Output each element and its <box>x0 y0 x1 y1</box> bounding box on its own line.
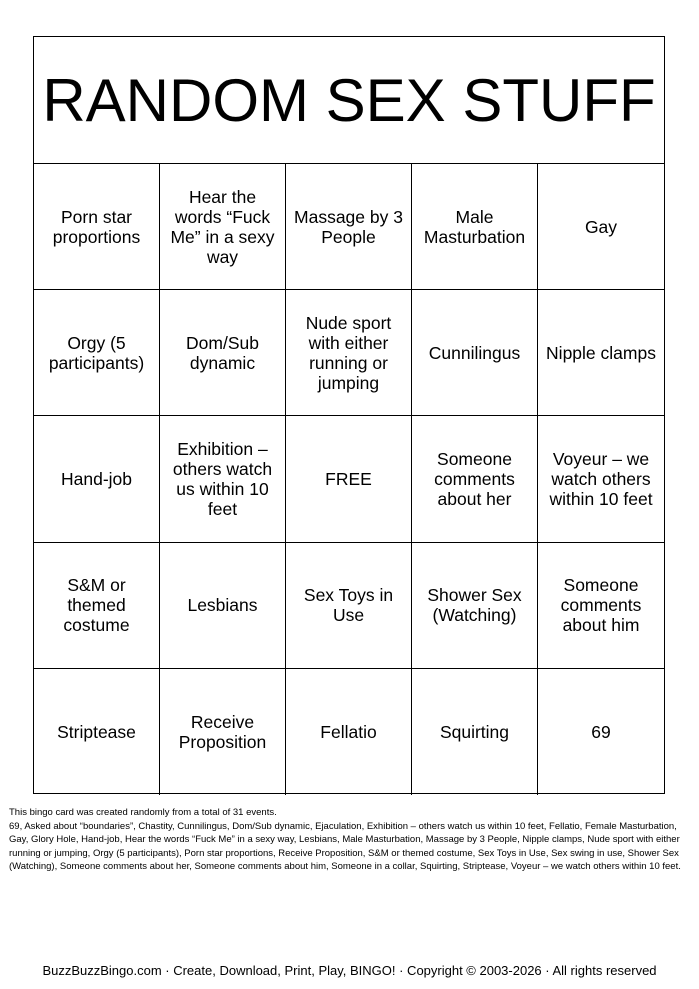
bingo-cell: Exhibition – others watch us within 10 feet <box>160 416 286 542</box>
bingo-cell: Sex Toys in Use <box>286 543 412 669</box>
bingo-cell: Male Masturbation <box>412 164 538 290</box>
bingo-cell: Receive Proposition <box>160 669 286 795</box>
bingo-cell: 69 <box>591 721 611 742</box>
bingo-cell: Hand-job <box>34 416 160 542</box>
bingo-cell-free: FREE <box>286 416 412 542</box>
bingo-card <box>33 36 665 794</box>
bingo-cell: Lesbians <box>160 543 286 669</box>
bingo-cell: Voyeur – we watch others within 10 feet <box>538 416 664 542</box>
bingo-cell: Orgy (5 participants) <box>34 290 160 416</box>
bingo-cell: Massage by 3 People <box>286 164 412 290</box>
event-list: 69, Asked about “boundaries”, Chastity, Cunnilingus, Dom/Sub dynamic, Ejaculation, Exhibition – others watch us within 10 feet, Fellatio, Female Masturbation, Gay, Glory Hole, Hand-job, Hear the words “Fuck Me” in a sexy way, Lesbians, Male Masturbation, Massage by 3 People, Nipple clamps, Nude sport with either running or jumping, Orgy (5 participants), Porn star proportions, Receive Proposition, S&M or themed costume, Sex Toys in Use, Sex swing in use, Shower Sex (Watching), Someone comments about her, Someone comments about him, Someone in a collar, Squirting, Striptease, Voyeur – we watch others within 10 feet. <box>9 820 681 872</box>
bingo-cell: Gay <box>538 164 664 290</box>
footer-copyright: BuzzBuzzBingo.com · Create, Download, Print, Play, BINGO! · Copyright © 2003-2026 · All rights reserved <box>42 963 657 978</box>
bingo-cell: Nipple clamps <box>538 290 664 416</box>
event-summary: This bingo card was created randomly from a total of 31 events. <box>9 807 277 818</box>
bingo-cell: Squirting <box>412 669 538 795</box>
bingo-cell: Cunnilingus <box>412 290 538 416</box>
bingo-cell: Hear the words “Fuck Me” in a sexy way <box>160 164 286 290</box>
bingo-cell: Someone comments about her <box>412 416 538 542</box>
bingo-cell: Porn star proportions <box>34 164 160 290</box>
bingo-cell: Shower Sex (Watching) <box>412 543 538 669</box>
bingo-grid <box>34 164 664 795</box>
event-info <box>9 806 691 874</box>
bingo-cell: Someone comments about him <box>538 543 664 669</box>
bingo-cell: Fellatio <box>286 669 412 795</box>
bingo-cell: S&M or themed costume <box>34 543 160 669</box>
bingo-cell: Striptease <box>34 669 160 795</box>
bingo-cell: Dom/Sub dynamic <box>160 290 286 416</box>
card-title: RANDOM SEX STUFF <box>34 37 664 164</box>
bingo-cell: Nude sport with either running or jumping <box>286 290 412 416</box>
